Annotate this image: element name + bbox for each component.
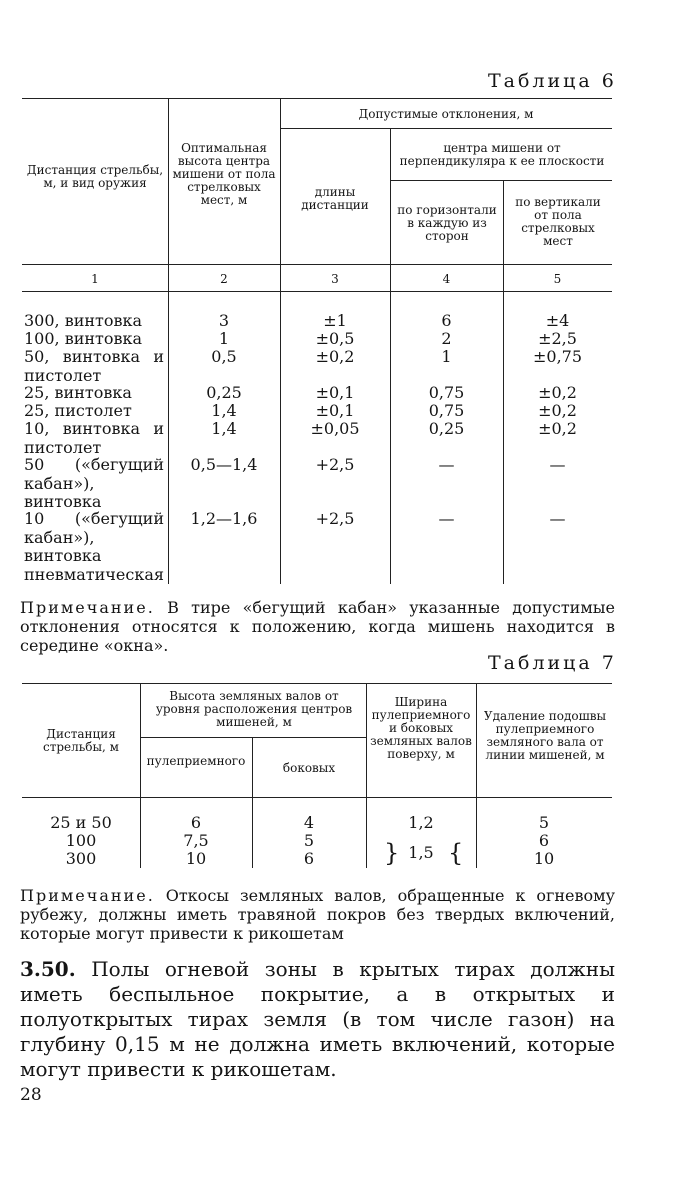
table6-cell-horizontal: 2: [441, 329, 452, 348]
paragraph-3-50: [20, 957, 615, 1082]
table7-cell-distance: 300: [65, 849, 97, 868]
table7-cell-bullet: 10: [185, 849, 207, 868]
table6-header-center: центра мишени от перпендикуляра к ее плоскости: [399, 141, 605, 168]
table6-cell-horizontal: —: [438, 455, 455, 474]
table7-note-text: Откосы земляных валов, обращенные к огневому рубежу, должны иметь травяной покров без твердых включений, которые могут привести к рикошетам: [20, 886, 615, 943]
table7-cell-width: 1,2: [408, 813, 434, 832]
table6-cell-vertical: —: [549, 509, 566, 528]
table7-cell-side: 6: [303, 849, 315, 868]
table6-cell-length: ±1: [323, 311, 347, 330]
table7-cell-distance: 25 и 50: [50, 813, 112, 832]
table6-cell-vertical: ±2,5: [538, 329, 577, 348]
table6-cell-length: ±0,5: [315, 329, 355, 348]
table6-cell-length: ±0,1: [315, 401, 355, 420]
table7-caption: Таблица 7: [488, 652, 617, 674]
table6-cell-vertical: ±0,2: [538, 419, 577, 438]
table6-col-number-3: 3: [331, 272, 339, 286]
table6-cell-distance: 10 («бегущий кабан»), винтовка пневматическая: [24, 509, 164, 584]
table6-top-rule: [22, 98, 612, 99]
table7-header-distance: Дистанция стрельбы, м: [42, 727, 120, 754]
table6-note-text: В тире «бегущий кабан» указанные допустимые отклонения относятся к положению, когда мишень находится в середине «окна».: [20, 598, 615, 655]
table6-cell-distance: 50, винтовка и пистолет: [24, 347, 164, 385]
table7-cell-bullet: 6: [190, 813, 202, 832]
table7-header-rampart-height: Высота земляных валов от уровня расположения центров мишеней, м: [155, 689, 353, 729]
table6-cell-vertical: ±0,75: [532, 347, 583, 366]
table6-cell-distance: 25, пистолет: [24, 401, 132, 420]
paragraph-text: Полы огневой зоны в крытых тирах должны иметь беспыльное покрытие, а в открытых и полуоткрытых тирах земля (в том числе газон) на глубину 0,15 м не должна иметь включений, которые могут привести к рикошетам.: [20, 957, 615, 1081]
table6-cell-horizontal: 1: [441, 347, 452, 366]
table6-cell-horizontal: —: [438, 509, 455, 528]
table7-note-label: Примечание.: [20, 886, 155, 905]
page-number: 28: [20, 1085, 42, 1105]
table7-cell-bullet: 7,5: [183, 831, 209, 850]
table6-note: [20, 598, 615, 655]
table7-header-rule: [22, 797, 612, 798]
table6-header-allowed: Допустимые отклонения, м: [358, 107, 534, 121]
table7-brace-right-icon: {: [448, 839, 464, 867]
table6-cell-horizontal: 0,25: [428, 419, 465, 438]
table7-col-rule-3: [366, 683, 367, 868]
table6-col-number-5: 5: [553, 272, 562, 286]
table7-header-removal: Удаление подошвы пулеприемного земляного вала от линии мишеней, м: [483, 709, 607, 762]
table6-center-rule: [390, 180, 612, 181]
table6-cell-height: 0,5—1,4: [190, 455, 258, 474]
table6-cell-distance: 50 («бегущий кабан»), винтовка: [24, 455, 164, 512]
table6-cell-horizontal: 0,75: [428, 383, 465, 402]
table6-cell-vertical: ±0,2: [538, 383, 577, 402]
table6-col-number-1: 1: [91, 272, 99, 286]
table6-note-label: Примечание.: [20, 598, 155, 617]
table7-header-width: Ширина пулеприемного и боковых земляных валов поверху, м: [370, 695, 472, 761]
table7-cell-distance: 100: [65, 831, 97, 850]
table7-brace-left-icon: }: [384, 839, 400, 867]
table6-cell-horizontal: 6: [441, 311, 452, 330]
table6-cell-height: 1,4: [211, 419, 237, 438]
table6-cell-height: 1: [218, 329, 230, 348]
table7-header-side: боковых: [282, 761, 336, 775]
table6-col-number-2: 2: [220, 272, 228, 286]
table6-cell-length: +2,5: [315, 455, 355, 474]
table6-cell-distance: 25, винтовка: [24, 383, 132, 402]
table6-cell-distance: 10, винтовка и пистолет: [24, 419, 164, 457]
table7-height-rule: [140, 737, 366, 738]
table6-cell-vertical: ±0,2: [538, 401, 577, 420]
table6-cell-height: 3: [218, 311, 230, 330]
table6-cell-length: ±0,05: [310, 419, 360, 438]
table6-cell-height: 0,25: [206, 383, 242, 402]
table6-cell-distance: 300, винтовка: [24, 311, 143, 330]
table6-col-number-4: 4: [442, 272, 451, 286]
table6-cell-height: 1,2—1,6: [190, 509, 258, 528]
table6-header-distance: Дистанция стрельбы, м, и вид оружия: [26, 163, 164, 190]
table7-cell-removal: 6: [538, 831, 550, 850]
table7-header-bullet-catch: пулеприемного: [146, 754, 246, 768]
table6-cell-distance: 100, винтовка: [24, 329, 143, 348]
table6-cell-vertical: —: [549, 455, 566, 474]
table6-allowed-rule: [280, 128, 612, 129]
table6-cell-height: 0,5: [211, 347, 237, 366]
table6-cell-length: +2,5: [315, 509, 355, 528]
table7-cell-width-merged: 1,5: [408, 843, 434, 862]
table7-cell-removal: 10: [533, 849, 555, 868]
table6-cell-vertical: ±4: [545, 311, 570, 330]
paragraph-number: 3.50.: [20, 957, 76, 981]
table6-header-vertical: по вертикали от пола стрелковых мест: [515, 195, 601, 248]
table6-header-horizontal: по горизонтали в каждую из сторон: [397, 203, 497, 243]
table6-caption: Таблица 6: [488, 70, 617, 92]
table7-cell-side: 5: [303, 831, 315, 850]
table6-header-distance-length: длины дистанции: [301, 185, 369, 212]
table7-top-rule: [22, 683, 612, 684]
table7-cell-side: 4: [303, 813, 315, 832]
table6-cell-horizontal: 0,75: [428, 401, 465, 420]
table7-cell-removal: 5: [538, 813, 550, 832]
table6-cell-length: ±0,2: [315, 347, 355, 366]
table6-cell-height: 1,4: [211, 401, 237, 420]
table6-number-rule: [22, 291, 612, 292]
table6-header-rule: [22, 264, 612, 265]
table7-note: [20, 886, 615, 943]
table6-cell-length: ±0,1: [315, 383, 355, 402]
table6-header-optimal-height: Оптимальная высота центра мишени от пола стрелковых мест, м: [172, 141, 276, 207]
